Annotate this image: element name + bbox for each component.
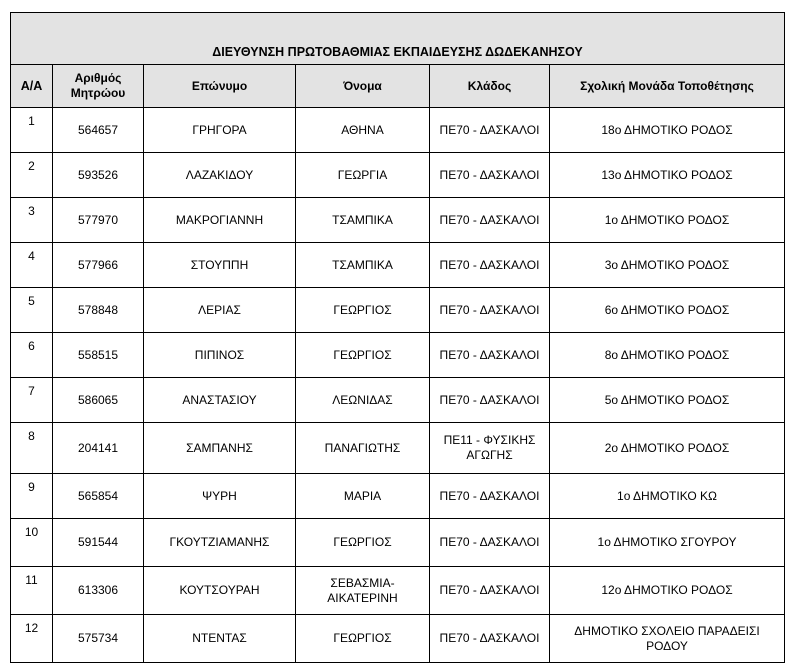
- cell-school: [550, 615, 785, 663]
- cell-surname: ΣΤΟΥΠΠΗ: [144, 243, 296, 288]
- cell-registry: 578848: [53, 288, 144, 333]
- table-row: [11, 615, 785, 663]
- cell-branch: ΠΕ70 - ΔΑΣΚΑΛΟΙ: [430, 378, 550, 423]
- cell-registry: 591544: [53, 519, 144, 567]
- table-row: [11, 108, 785, 153]
- header-branch: Κλάδος: [430, 65, 550, 108]
- cell-registry: 565854: [53, 474, 144, 519]
- table-row: [11, 153, 785, 198]
- table-row: [11, 474, 785, 519]
- cell-branch: ΠΕ70 - ΔΑΣΚΑΛΟΙ: [430, 333, 550, 378]
- cell-aa: 12: [11, 615, 53, 663]
- cell-aa: 10: [11, 519, 53, 567]
- cell-registry: 586065: [53, 378, 144, 423]
- header-row: [11, 65, 785, 108]
- header-surname: Επώνυμο: [144, 65, 296, 108]
- cell-branch: ΠΕ70 - ΔΑΣΚΑΛΟΙ: [430, 474, 550, 519]
- cell-name-line2: ΑΙΚΑΤΕΡΙΝΗ: [327, 590, 398, 605]
- cell-aa: 8: [11, 423, 53, 474]
- cell-registry: 593526: [53, 153, 144, 198]
- cell-branch-line1: ΠΕ11 - ΦΥΣΙΚΗΣ: [443, 433, 536, 447]
- cell-school: 5ο ΔΗΜΟΤΙΚΟ ΡΟΔΟΣ: [550, 378, 785, 423]
- cell-aa: 4: [11, 243, 53, 288]
- cell-school-line1: ΔΗΜΟΤΙΚΟ ΣΧΟΛΕΙΟ ΠΑΡΑΔΕΙΣΙ: [574, 623, 760, 638]
- cell-surname: ΚΟΥΤΣΟΥΡΑΗ: [144, 567, 296, 615]
- table-row: [11, 243, 785, 288]
- cell-branch: [430, 423, 550, 474]
- cell-name: [296, 567, 430, 615]
- cell-aa: 1: [11, 108, 53, 153]
- cell-school-line2: ΡΟΔΟΥ: [646, 638, 688, 653]
- cell-registry: 575734: [53, 615, 144, 663]
- cell-registry: 564657: [53, 108, 144, 153]
- cell-name-line1: ΣΕΒΑΣΜΙΑ-: [330, 575, 395, 590]
- cell-surname: ΓΡΗΓΟΡΑ: [144, 108, 296, 153]
- cell-school: 8ο ΔΗΜΟΤΙΚΟ ΡΟΔΟΣ: [550, 333, 785, 378]
- header-registry: [53, 65, 144, 108]
- cell-registry: 577966: [53, 243, 144, 288]
- cell-branch: ΠΕ70 - ΔΑΣΚΑΛΟΙ: [430, 519, 550, 567]
- cell-school: 12ο ΔΗΜΟΤΙΚΟ ΡΟΔΟΣ: [550, 567, 785, 615]
- table-row: [11, 198, 785, 243]
- cell-school: 1ο ΔΗΜΟΤΙΚΟ ΚΩ: [550, 474, 785, 519]
- header-school: Σχολική Μονάδα Τοποθέτησης: [550, 65, 785, 108]
- cell-surname: ΛΕΡΙΑΣ: [144, 288, 296, 333]
- cell-name: ΤΣΑΜΠΙΚΑ: [296, 243, 430, 288]
- cell-aa: 7: [11, 378, 53, 423]
- cell-name: ΛΕΩΝΙΔΑΣ: [296, 378, 430, 423]
- cell-branch-line2: ΑΓΩΓΗΣ: [466, 448, 513, 462]
- placement-table: [10, 12, 785, 663]
- title-row: [11, 13, 785, 65]
- cell-school: 18ο ΔΗΜΟΤΙΚΟ ΡΟΔΟΣ: [550, 108, 785, 153]
- cell-surname: ΛΑΖΑΚΙΔΟΥ: [144, 153, 296, 198]
- table-row: [11, 288, 785, 333]
- table-row: [11, 423, 785, 474]
- cell-aa: 11: [11, 567, 53, 615]
- cell-school: 13ο ΔΗΜΟΤΙΚΟ ΡΟΔΟΣ: [550, 153, 785, 198]
- cell-name: ΑΘΗΝΑ: [296, 108, 430, 153]
- header-aa: Α/Α: [11, 65, 53, 108]
- cell-branch: ΠΕ70 - ΔΑΣΚΑΛΟΙ: [430, 288, 550, 333]
- header-name: Όνομα: [296, 65, 430, 108]
- table-title: ΔΙΕΥΘΥΝΣΗ ΠΡΩΤΟΒΑΘΜΙΑΣ ΕΚΠΑΙΔΕΥΣΗΣ ΔΩΔΕΚΑΝΗΣΟΥ: [11, 13, 785, 65]
- cell-branch: ΠΕ70 - ΔΑΣΚΑΛΟΙ: [430, 108, 550, 153]
- cell-registry: 613306: [53, 567, 144, 615]
- cell-aa: 9: [11, 474, 53, 519]
- cell-surname: ΣΑΜΠΑΝΗΣ: [144, 423, 296, 474]
- cell-branch: ΠΕ70 - ΔΑΣΚΑΛΟΙ: [430, 567, 550, 615]
- cell-name: ΠΑΝΑΓΙΩΤΗΣ: [296, 423, 430, 474]
- cell-name: ΓΕΩΡΓΙΟΣ: [296, 519, 430, 567]
- cell-branch: ΠΕ70 - ΔΑΣΚΑΛΟΙ: [430, 153, 550, 198]
- document-sheet: [10, 12, 785, 663]
- cell-school: 3ο ΔΗΜΟΤΙΚΟ ΡΟΔΟΣ: [550, 243, 785, 288]
- cell-surname: ΜΑΚΡΟΓΙΑΝΝΗ: [144, 198, 296, 243]
- cell-school: 6ο ΔΗΜΟΤΙΚΟ ΡΟΔΟΣ: [550, 288, 785, 333]
- cell-branch: ΠΕ70 - ΔΑΣΚΑΛΟΙ: [430, 198, 550, 243]
- cell-name: ΜΑΡΙΑ: [296, 474, 430, 519]
- cell-surname: ΠΙΠΙΝΟΣ: [144, 333, 296, 378]
- cell-branch: ΠΕ70 - ΔΑΣΚΑΛΟΙ: [430, 243, 550, 288]
- cell-aa: 6: [11, 333, 53, 378]
- cell-school: 1ο ΔΗΜΟΤΙΚΟ ΡΟΔΟΣ: [550, 198, 785, 243]
- header-registry-line2: Μητρώου: [70, 86, 126, 100]
- cell-aa: 2: [11, 153, 53, 198]
- cell-school: 1ο ΔΗΜΟΤΙΚΟ ΣΓΟΥΡΟΥ: [550, 519, 785, 567]
- table-row: [11, 567, 785, 615]
- table-row: [11, 333, 785, 378]
- cell-surname: ΨΥΡΗ: [144, 474, 296, 519]
- cell-surname: ΑΝΑΣΤΑΣΙΟΥ: [144, 378, 296, 423]
- header-registry-line1: Αριθμός: [74, 71, 122, 85]
- cell-branch: ΠΕ70 - ΔΑΣΚΑΛΟΙ: [430, 615, 550, 663]
- cell-registry: 577970: [53, 198, 144, 243]
- table-row: [11, 378, 785, 423]
- cell-name: ΓΕΩΡΓΙΟΣ: [296, 333, 430, 378]
- cell-name: ΓΕΩΡΓΙΑ: [296, 153, 430, 198]
- cell-registry: 204141: [53, 423, 144, 474]
- cell-aa: 3: [11, 198, 53, 243]
- cell-surname: ΝΤΕΝΤΑΣ: [144, 615, 296, 663]
- cell-name: ΓΕΩΡΓΙΟΣ: [296, 615, 430, 663]
- cell-school: 2ο ΔΗΜΟΤΙΚΟ ΡΟΔΟΣ: [550, 423, 785, 474]
- cell-surname: ΓΚΟΥΤΖΙΑΜΑΝΗΣ: [144, 519, 296, 567]
- cell-aa: 5: [11, 288, 53, 333]
- table-row: [11, 519, 785, 567]
- cell-name: ΤΣΑΜΠΙΚΑ: [296, 198, 430, 243]
- cell-name: ΓΕΩΡΓΙΟΣ: [296, 288, 430, 333]
- cell-registry: 558515: [53, 333, 144, 378]
